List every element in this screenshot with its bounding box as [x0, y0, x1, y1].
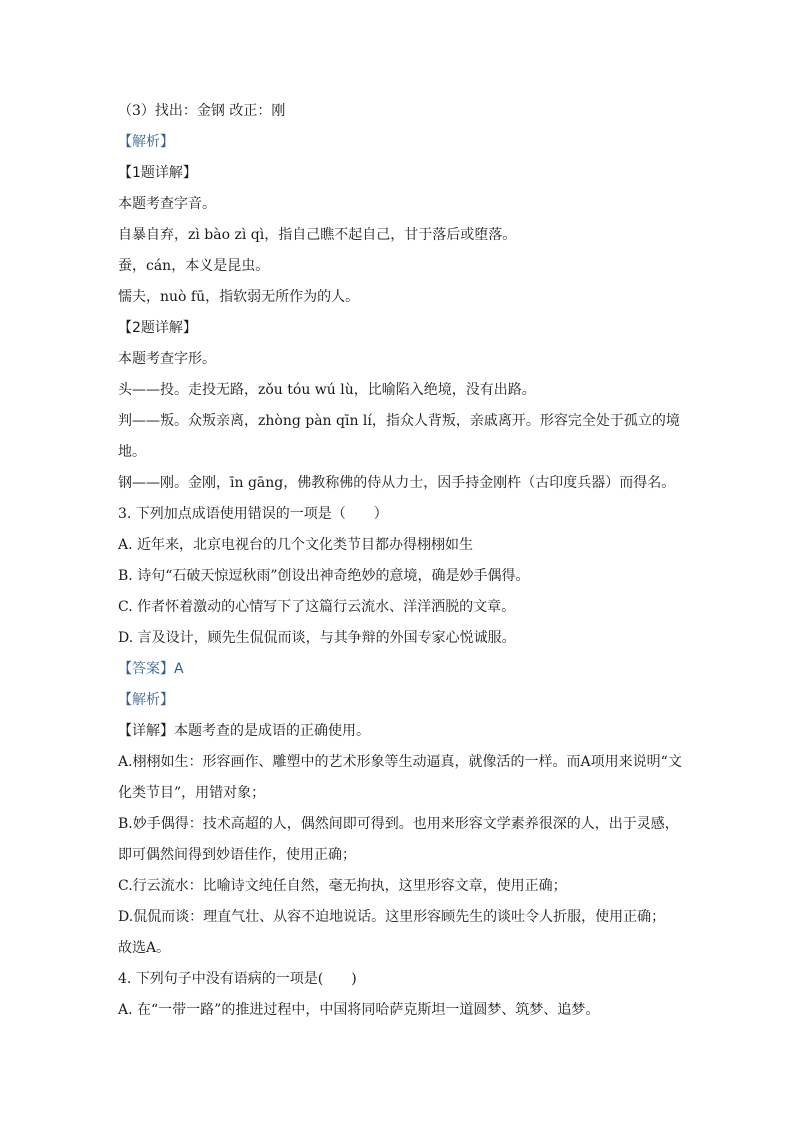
q1-topic: 本题考查字音。 [118, 196, 216, 212]
answer-heading: 【答案】A [118, 661, 184, 677]
question-3-stem: 3. 下列加点成语使用错误的一项是（ ） [118, 506, 388, 522]
question-3-option-d: D. 言及设计，顾先生侃侃而谈，与其争辩的外国专家心悦诚服。 [118, 630, 516, 646]
q1-item-2: 蚕，cán，本义是昆虫。 [118, 258, 270, 274]
explanation-b: B.妙手偶得：技术高超的人，偶然间即可得到。也用来形容文学素养很深的人，出于灵感， [118, 816, 679, 832]
question-3-option-b: B. 诗句“石破天惊逗秋雨”创设出神奇绝妙的意境，确是妙手偶得。 [118, 568, 530, 584]
q2-item-3: 钢——刚。金刚，īn gāng，佛教称佛的侍从力士，因手持金刚杵（古印度兵器）而得名。 [118, 475, 676, 491]
answer-line-3: （3）找出：金钢 改正：刚 [118, 103, 286, 119]
analysis-heading: 【解析】 [118, 134, 174, 150]
question-4-stem: 4. 下列句子中没有语病的一项是( ) [118, 971, 357, 987]
q2-topic: 本题考查字形。 [118, 351, 216, 367]
q2-item-2: 判——叛。众叛亲离，zhòng pàn qīn lí，指众人背叛，亲戚离开。形容完全处于孤立的境 [118, 413, 680, 429]
explanation-a: A.栩栩如生：形容画作、雕塑中的艺术形象等生动逼真，就像活的一样。而A项用来说明“文 [118, 754, 682, 770]
q1-item-1: 自暴自弃，zì bào zì qì，指自己瞧不起自己，甘于落后或堕落。 [118, 227, 517, 243]
explanation-d: D.侃侃而谈：理直气壮、从容不迫地说话。这里形容顾先生的谈吐令人折服，使用正确； [118, 909, 666, 925]
q2-item-1: 头——投。走投无路，zǒu tóu wú lù，比喻陷入绝境，没有出路。 [118, 382, 536, 398]
question-3-option-c: C. 作者怀着激动的心情写下了这篇行云流水、洋洋洒脱的文章。 [118, 599, 516, 615]
question-3-option-a: A. 近年来，北京电视台的几个文化类节目都办得栩栩如生 [118, 537, 474, 553]
detail-intro: 【详解】本题考查的是成语的正确使用。 [118, 723, 370, 739]
explanation-a-cont: 化类节目”，用错对象； [118, 785, 266, 801]
analysis-heading-2: 【解析】 [118, 692, 174, 708]
q1-item-3: 懦夫，nuò fū，指软弱无所作为的人。 [118, 289, 360, 305]
q2-item-2-cont: 地。 [118, 444, 146, 460]
q2-detail-heading: 【2题详解】 [118, 320, 197, 336]
q1-detail-heading: 【1题详解】 [118, 165, 197, 181]
explanation-c: C.行云流水：比喻诗文纯任自然，毫无拘执，这里形容文章，使用正确； [118, 878, 567, 894]
question-4-option-a: A. 在“一带一路”的推进过程中，中国将同哈萨克斯坦一道圆梦、筑梦、追梦。 [118, 1002, 600, 1018]
conclusion: 故选A。 [118, 940, 171, 956]
explanation-b-cont: 即可偶然间得到妙语佳作，使用正确； [118, 847, 356, 863]
